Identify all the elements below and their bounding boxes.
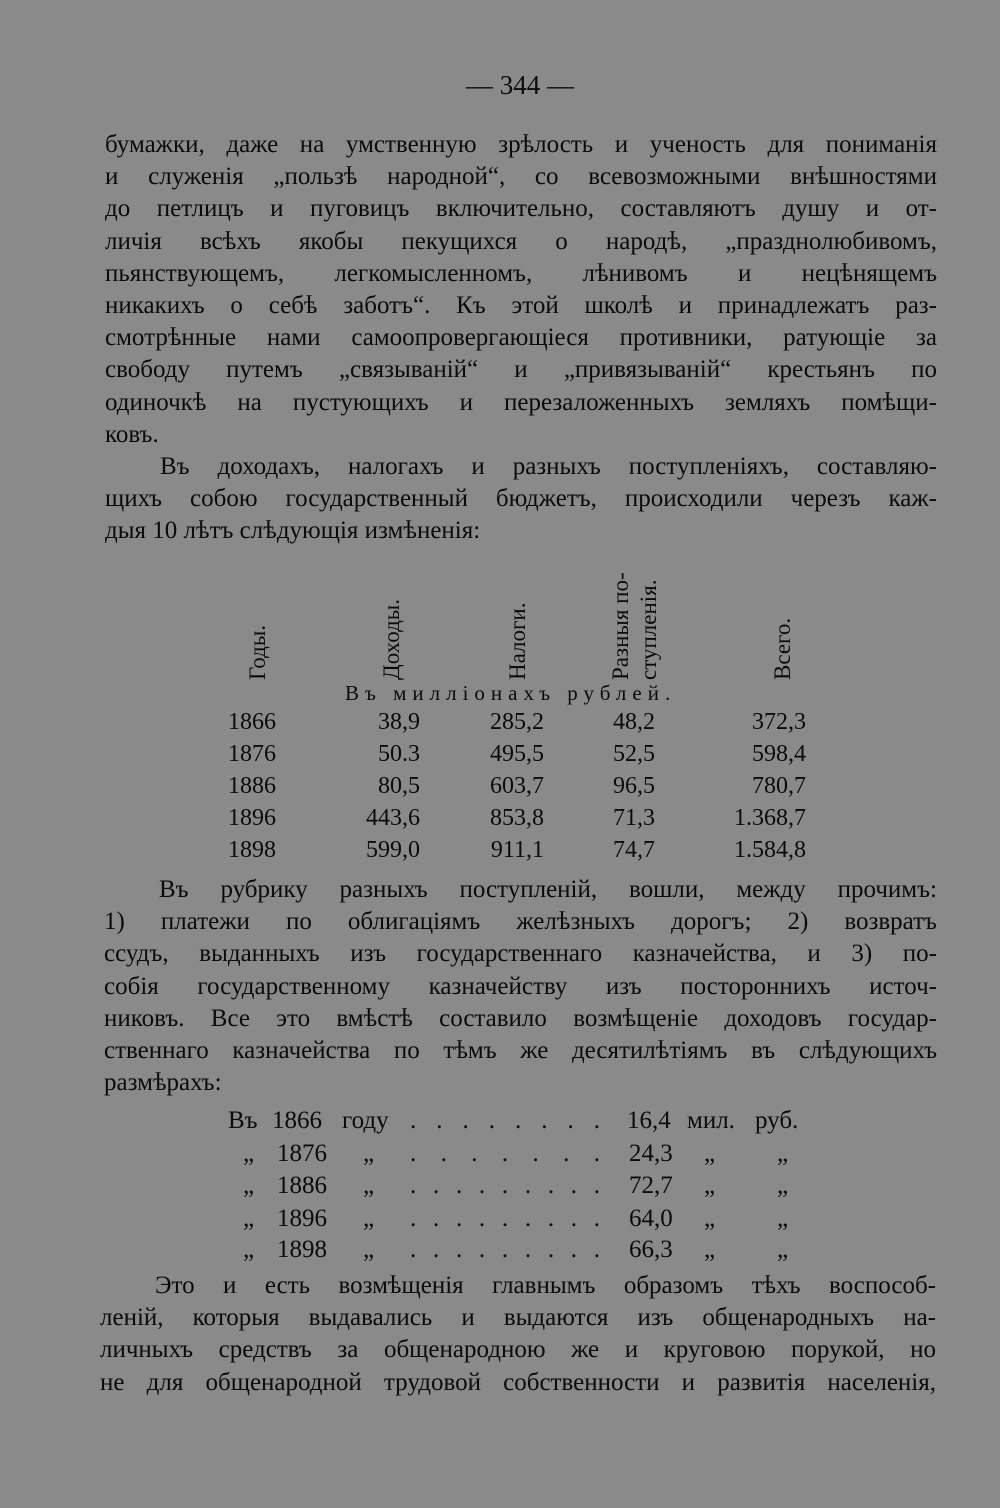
list-prefix: „ — [243, 1172, 255, 1199]
cell-other: 96,5 — [613, 773, 655, 799]
list-item — [0, 1170, 1000, 1202]
cell-total: 372,3 — [752, 709, 806, 735]
cell-taxes: 285,2 — [490, 709, 544, 735]
cell-taxes: 911,1 — [490, 837, 544, 863]
text-line: леній, которыя выдавались и выдаются изъ общенародныхъ на- — [100, 1304, 936, 1332]
list-item — [0, 1105, 1000, 1137]
column-header-income: Доходы. — [379, 599, 404, 680]
list-unit: „ — [777, 1172, 789, 1199]
list-year: 1886 — [277, 1172, 327, 1199]
list-leader-dots: . . . . . . . . . — [410, 1205, 600, 1232]
paragraph — [100, 1270, 936, 1399]
page-number: — 344 — — [466, 70, 574, 100]
text-line: никовъ. Все это вмѣстѣ составило возмѣщеніе доходовъ государ- — [104, 1004, 937, 1032]
cell-income: 50.3 — [378, 741, 420, 767]
cell-total: 780,7 — [752, 773, 806, 799]
list-value: 72,7 — [629, 1172, 673, 1199]
list-unit: руб. — [755, 1107, 799, 1134]
text-line: личія всѣхъ якобы пекущихся о народѣ, „празднолюбивомъ, — [105, 227, 937, 255]
cell-income: 599,0 — [366, 837, 420, 863]
cell-year: 1886 — [228, 773, 276, 799]
text-line: щихъ собою государственный бюджетъ, происходили черезъ каж- — [105, 485, 937, 513]
text-line: и служенія „пользѣ народной“, со всевозможными внѣшностями — [105, 163, 937, 191]
cell-income: 80,5 — [378, 773, 420, 799]
list-value: 16,4 — [627, 1107, 671, 1134]
text-line: одиночкѣ на пустующихъ и перезаложенныхъ земляхъ помѣщи- — [105, 388, 937, 416]
text-line: смотрѣнные нами самоопровергающіеся противники, ратующіе за — [105, 324, 937, 352]
list-item — [0, 1203, 1000, 1235]
column-header-other-receipts — [607, 540, 663, 680]
refund-list — [0, 1100, 1000, 1270]
list-leader-dots: . . . . . . . — [410, 1140, 600, 1167]
list-unit: мил. — [687, 1107, 735, 1134]
list-unit: „ — [704, 1205, 716, 1232]
list-unit: „ — [704, 1172, 716, 1199]
column-header-total: Всего. — [770, 617, 795, 680]
text-line: никакихъ о себѣ заботъ“. Къ этой школѣ и принадлежатъ раз- — [105, 291, 937, 319]
cell-total: 1.368,7 — [734, 805, 806, 831]
paragraph — [105, 129, 937, 451]
list-unit: „ — [777, 1236, 789, 1263]
cell-total: 1.584,8 — [734, 837, 806, 863]
text-line: размѣрахъ: — [104, 1069, 222, 1097]
text-block-top — [105, 129, 937, 547]
table-row — [0, 802, 1000, 834]
column-header-line: ступленія. — [636, 579, 661, 680]
list-word: году — [342, 1107, 389, 1134]
list-unit: „ — [777, 1140, 789, 1167]
text-line: Это и есть возмѣщенія главнымъ образомъ тѣхъ воспособ- — [155, 1272, 936, 1299]
list-prefix: „ — [243, 1140, 255, 1167]
text-line: не для общенародной трудовой собственности и развитія населенія, — [100, 1368, 936, 1396]
cell-taxes: 853,8 — [490, 805, 544, 831]
list-prefix: Въ — [228, 1107, 258, 1134]
list-year: 1876 — [277, 1140, 327, 1167]
text-line: дыя 10 лѣтъ слѣдующія измѣненія: — [105, 517, 481, 545]
text-line: Въ доходахъ, налогахъ и разныхъ поступленіяхъ, составляю- — [160, 452, 937, 480]
cell-year: 1898 — [228, 837, 276, 863]
table-row — [0, 834, 1000, 866]
cell-year: 1866 — [228, 709, 276, 735]
list-value: 66,3 — [629, 1236, 673, 1263]
list-word: „ — [363, 1140, 375, 1167]
list-year: 1896 — [277, 1205, 327, 1232]
list-value: 64,0 — [629, 1205, 673, 1232]
list-prefix: „ — [243, 1236, 255, 1263]
text-line: Въ рубрику разныхъ поступленій, вошли, между прочимъ: — [159, 876, 937, 903]
text-line: пьянствующемъ, легкомысленномъ, лѣнивомъ и нецѣнящемъ — [105, 259, 937, 287]
list-year: 1898 — [277, 1236, 327, 1263]
text-line: ственнаго казначейства по тѣмъ же десятилѣтіямъ въ слѣдующихъ — [104, 1036, 937, 1064]
list-leader-dots: . . . . . . . . — [410, 1107, 600, 1134]
cell-year: 1896 — [228, 805, 276, 831]
list-prefix: „ — [243, 1205, 255, 1232]
table-row — [0, 738, 1000, 770]
list-word: „ — [363, 1172, 375, 1199]
cell-other: 74,7 — [613, 837, 655, 863]
cell-year: 1876 — [228, 741, 276, 767]
list-value: 24,3 — [629, 1140, 673, 1167]
budget-table — [0, 530, 1000, 870]
list-unit: „ — [704, 1236, 716, 1263]
list-item — [0, 1138, 1000, 1170]
text-line: ковъ. — [105, 420, 159, 448]
list-word: „ — [363, 1205, 375, 1232]
list-word: „ — [363, 1236, 375, 1263]
cell-taxes: 603,7 — [490, 773, 544, 799]
paragraph — [104, 874, 937, 1099]
text-line: личныхъ средствъ за общенародною же и круговою порукой, но — [100, 1336, 936, 1364]
cell-taxes: 495,5 — [490, 741, 544, 767]
column-header-taxes: Налоги. — [505, 602, 530, 680]
cell-other: 52,5 — [613, 741, 655, 767]
cell-other: 71,3 — [613, 805, 655, 831]
list-leader-dots: . . . . . . . . . — [410, 1172, 600, 1199]
units-caption: Въ милліонахъ рублей. — [345, 681, 677, 705]
text-line: собія государственному казначейству изъ постороннихъ источ- — [104, 972, 937, 1000]
list-item — [0, 1234, 1000, 1266]
text-line: до петлицъ и пуговицъ включительно, составляютъ душу и от- — [105, 195, 937, 223]
table-row — [0, 770, 1000, 802]
cell-income: 38,9 — [378, 709, 420, 735]
table-row — [0, 706, 1000, 738]
text-line: свободу путемъ „связываній“ и „привязываній“ крестьянъ по — [105, 356, 937, 384]
list-year: 1866 — [272, 1107, 322, 1134]
column-header-year: Годы. — [245, 624, 270, 680]
column-header-line: Разныя по- — [608, 572, 633, 680]
cell-income: 443,6 — [366, 805, 420, 831]
text-line: 1) платежи по облигаціямъ желѣзныхъ дорогъ; 2) возвратъ — [104, 908, 937, 936]
cell-total: 598,4 — [752, 741, 806, 767]
text-line: бумажки, даже на умственную зрѣлость и ученость для пониманія — [105, 131, 937, 158]
list-unit: „ — [777, 1205, 789, 1232]
cell-other: 48,2 — [613, 709, 655, 735]
list-leader-dots: . . . . . . . . . — [410, 1236, 600, 1263]
list-unit: „ — [704, 1140, 716, 1167]
text-line: ссудъ, выданныхъ изъ государственнаго казначейства, и 3) по- — [104, 940, 937, 968]
